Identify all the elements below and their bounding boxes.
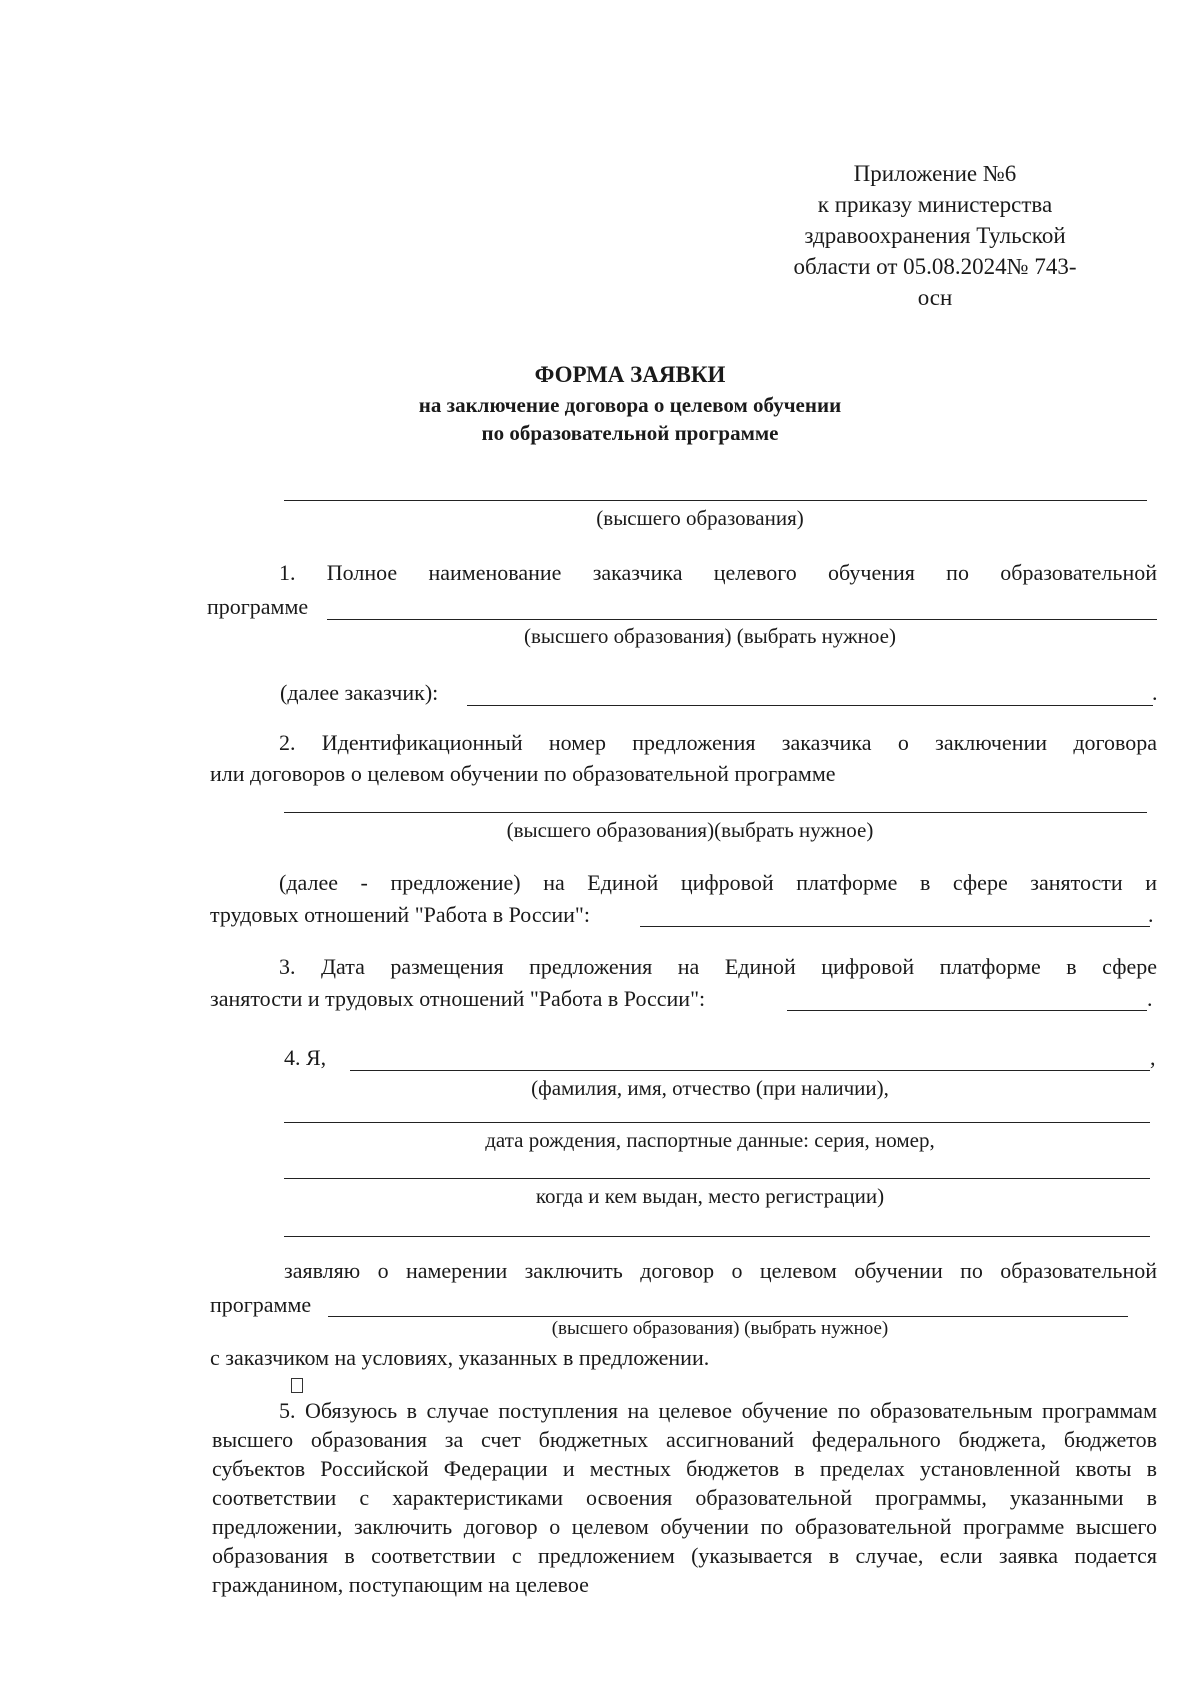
item4-hint2: дата рождения, паспортные данные: серия, номер, [485,1128,935,1152]
item1-program-field[interactable] [327,619,1157,620]
program-blank-line[interactable] [284,500,1147,501]
item1-hint: (высшего образования) (выбрать нужное) [524,624,896,648]
form-subtitle-2: по образовательной программе [481,421,779,445]
appendix-date-number: области от 05.08.2024№ 743- [793,254,1077,279]
item2-line1: 2. Идентификационный номер предложения заказчика о заключении договора [279,730,1157,755]
appendix-ministry: здравоохранения Тульской [804,223,1066,248]
applicant-passport-field[interactable] [284,1178,1150,1179]
item5-paragraph: 5. Обязуюсь в случае поступления на целевое обучение по образовательным программам высшего образования за счет бюджетных ассигнований федерального бюджета, бюджетов субъектов Российской Федерации и местных бюджетов в пределах установленной квоты в соответствии с характеристиками освоения образовательной программы, указанными в предложении, заключить договор о целевом обучении по образовательной программе высшего образования в соответствии с предложением (указывается в случае, если заявка подается гражданином, поступающим на целевое [212,1398,1157,1597]
item3-period: . [1147,986,1153,1011]
item4-hint4: (высшего образования) (выбрать нужное) [551,1318,889,1339]
item4-program-label: программе [210,1292,312,1317]
program-hint: (высшего образования) [596,506,804,530]
appendix-order-ref: к приказу министерства [817,192,1053,217]
offer-id-field[interactable] [640,926,1150,927]
item2-hint: (высшего образования)(выбрать нужное) [506,818,874,842]
item4-comma: , [1150,1045,1156,1070]
item4-program-field[interactable] [328,1316,1128,1317]
item2-period: . [1148,902,1154,927]
applicant-name-field[interactable] [350,1070,1150,1071]
blank-box-mark [291,1378,303,1393]
customer-name-field[interactable] [467,705,1153,706]
item1-further-label: (далее заказчик): [280,680,439,705]
item1-period: . [1152,680,1158,705]
item4-end: с заказчиком на условиях, указанных в предложении. [210,1345,710,1370]
item3-line1: 3. Дата размещения предложения на Единой цифровой платформе в сфере [279,954,1157,979]
item1-line1: 1. Полное наименование заказчика целевого обучения по образовательной [279,560,1157,585]
item2-line2: или договоров о целевом обучении по образовательной программе [210,761,836,786]
appendix-number: Приложение №6 [853,161,1017,186]
form-subtitle-1: на заключение договора о целевом обучении [418,393,842,417]
item1-line2-label: программе [207,594,309,619]
applicant-registration-field[interactable] [284,1236,1150,1237]
item4-declare: заявляю о намерении заключить договор о целевом обучении по образовательной [284,1258,1157,1283]
offer-date-field[interactable] [787,1010,1147,1011]
item4-hint1: (фамилия, имя, отчество (при наличии), [531,1076,889,1100]
item2-line4: трудовых отношений "Работа в России": [210,902,591,927]
offer-program-field[interactable] [284,812,1147,813]
form-title: ФОРМА ЗАЯВКИ [534,362,726,387]
appendix-suffix: осн [917,285,953,310]
item4-hint3: когда и кем выдан, место регистрации) [535,1184,885,1208]
item3-line2: занятости и трудовых отношений "Работа в России": [210,986,706,1011]
applicant-birth-field[interactable] [284,1122,1150,1123]
item2-line3: (далее - предложение) на Единой цифровой платформе в сфере занятости и [279,870,1157,895]
item4-prefix: 4. Я, [284,1045,327,1070]
appendix-block [770,158,1100,313]
